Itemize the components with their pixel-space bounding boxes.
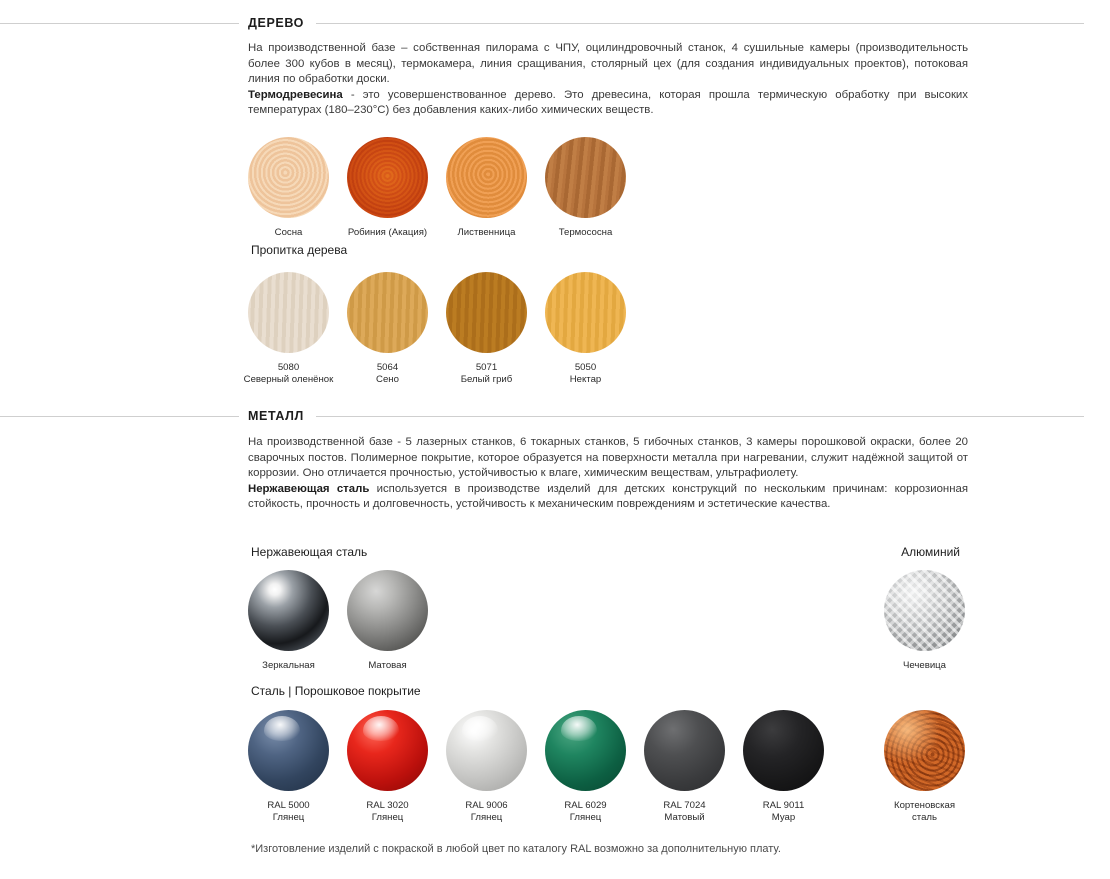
wood-paragraph-2 <box>248 88 968 119</box>
swatch-finish-ral-5000: Глянец <box>272 812 305 823</box>
header-rule-left <box>0 23 239 24</box>
swatch-label-5080 <box>239 362 338 386</box>
swatch-robinia[interactable] <box>338 137 437 239</box>
metal-paragraph-1: На производственной базе - 5 лазерных станков, 6 токарных станков, 5 гибочных станков, 3 камеры порошковой окраски, более 20 сварочных постов. Полимерное покрытие, которое образуется на поверхности металла при нагревании, служит надёжной защитой от коррозии. Оно отличается прочностью, устойчивостью к влаге, химическим веществам, ультрафиолету. <box>248 436 968 479</box>
swatch-label-aluminium-lentil: Чечевица <box>902 660 947 671</box>
wood-paragraph-1: На производственной базе – собственная пилорама с ЧПУ, оцилиндровочный станок, 4 сушильные камеры (производительность более 300 кубов в месяц), термокамера, линия сращивания, столярный цех (для создания индивидуальных проектов), потоковая линия по обработки доски. <box>248 42 968 85</box>
swatch-termososna[interactable] <box>536 137 635 239</box>
corten-row <box>875 710 974 824</box>
swatch-disc-sosna <box>248 137 329 218</box>
powder-coating-title: Сталь | Порошковое покрытие <box>251 684 421 698</box>
metal-description <box>248 435 968 513</box>
swatch-ral-9006[interactable] <box>437 710 536 824</box>
swatch-code-5050: 5050 <box>574 362 597 373</box>
swatch-finish-ral-7024: Матовый <box>664 812 705 823</box>
swatch-label-ral-5000 <box>239 800 338 824</box>
swatch-disc-ral-3020 <box>347 710 428 791</box>
swatch-disc-5064 <box>347 272 428 353</box>
wood-section-header <box>0 16 1110 30</box>
swatch-label-5071 <box>437 362 536 386</box>
swatch-disc-aluminium-lentil <box>884 570 965 651</box>
swatch-ral-7024[interactable] <box>635 710 734 824</box>
swatch-disc-robinia <box>347 137 428 218</box>
swatch-name-5050: Нектар <box>569 374 602 385</box>
swatch-aluminium-lentil[interactable] <box>875 570 974 672</box>
footnote: *Изготовление изделий с покраской в любой цвет по каталогу RAL возможно за дополнительную плату. <box>251 843 781 855</box>
swatch-label-robinia: Робиния (Акация) <box>347 227 428 238</box>
stainless-title: Нержавеющая сталь <box>251 545 368 559</box>
swatch-finish-ral-3020: Глянец <box>371 812 404 823</box>
swatch-disc-5080 <box>248 272 329 353</box>
swatch-disc-ral-7024 <box>644 710 725 791</box>
swatch-finish-ral-6029: Глянец <box>569 812 602 823</box>
swatch-listvennica[interactable] <box>437 137 536 239</box>
swatch-name-5071: Белый гриб <box>460 374 513 385</box>
swatch-5071[interactable] <box>437 272 536 386</box>
swatch-disc-mirror-steel <box>248 570 329 651</box>
swatch-disc-5050 <box>545 272 626 353</box>
swatch-ral-9011[interactable] <box>734 710 833 824</box>
swatch-5080[interactable] <box>239 272 338 386</box>
wood-paragraph-2-rest: - это усовершенствованное дерево. Это древесина, которая прошла термическую обработку при высоких температурах (180–230°С) без добавления каких-либо химических веществ. <box>248 88 968 116</box>
swatch-name-5080: Северный оленёнок <box>243 374 334 385</box>
swatch-finish-ral-9006: Глянец <box>470 812 503 823</box>
swatch-corten-steel[interactable] <box>875 710 974 824</box>
swatch-code-5071: 5071 <box>475 362 498 373</box>
metal-header-rule-left <box>0 416 239 417</box>
header-rule-right <box>316 23 1084 24</box>
swatch-code-5080: 5080 <box>277 362 300 373</box>
swatch-label-termososna: Термососна <box>558 227 613 238</box>
swatch-code-corten-steel: Кортеновская <box>893 800 956 811</box>
swatch-code-ral-7024: RAL 7024 <box>663 800 706 811</box>
swatch-5050[interactable] <box>536 272 635 386</box>
swatch-disc-listvennica <box>446 137 527 218</box>
swatch-label-listvennica: Лиственница <box>457 227 516 238</box>
metal-section-title: МЕТАЛЛ <box>248 409 304 423</box>
swatch-label-ral-9006 <box>437 800 536 824</box>
swatch-disc-ral-9006 <box>446 710 527 791</box>
swatch-code-ral-9011: RAL 9011 <box>762 800 805 811</box>
swatch-disc-matte-steel <box>347 570 428 651</box>
swatch-ral-5000[interactable] <box>239 710 338 824</box>
swatch-disc-ral-9011 <box>743 710 824 791</box>
wood-species-row <box>239 137 635 239</box>
swatch-label-matte-steel: Матовая <box>368 660 407 671</box>
wood-description <box>248 41 968 119</box>
swatch-label-ral-6029 <box>536 800 635 824</box>
wood-paragraph-2-lead: Термодревесина <box>248 88 343 101</box>
swatch-disc-ral-6029 <box>545 710 626 791</box>
swatch-ral-3020[interactable] <box>338 710 437 824</box>
swatch-mirror-steel[interactable] <box>239 570 338 672</box>
impregnation-title: Пропитка дерева <box>251 243 348 257</box>
swatch-ral-6029[interactable] <box>536 710 635 824</box>
swatch-disc-5071 <box>446 272 527 353</box>
metal-paragraph-2 <box>248 482 968 513</box>
aluminium-title: Алюминий <box>901 545 960 559</box>
swatch-code-ral-3020: RAL 3020 <box>366 800 409 811</box>
powder-coating-row <box>239 710 833 824</box>
swatch-label-ral-9011 <box>734 800 833 824</box>
swatch-name-5064: Сено <box>376 374 399 385</box>
swatch-label-5064 <box>338 362 437 386</box>
wood-section-title: ДЕРЕВО <box>248 16 304 30</box>
swatch-label-ral-3020 <box>338 800 437 824</box>
swatch-disc-corten-steel <box>884 710 965 791</box>
swatch-label-sosna: Сосна <box>274 227 303 238</box>
swatch-code-5064: 5064 <box>376 362 399 373</box>
swatch-code-ral-9006: RAL 9006 <box>465 800 508 811</box>
swatch-disc-termososna <box>545 137 626 218</box>
swatch-matte-steel[interactable] <box>338 570 437 672</box>
metal-paragraph-2-lead: Нержавеющая сталь <box>248 482 370 495</box>
swatch-code-ral-5000: RAL 5000 <box>267 800 310 811</box>
swatch-finish-corten-steel: сталь <box>911 812 937 823</box>
swatch-disc-ral-5000 <box>248 710 329 791</box>
metal-paragraph-2-rest: используется в производстве изделий для детских конструкций по нескольким причинам: коррозионная стойкость, прочность и долговечность, устойчивость к механическим повреждениям и эстетические качества. <box>248 482 968 510</box>
swatch-label-ral-7024 <box>635 800 734 824</box>
aluminium-row <box>875 570 974 672</box>
impregnation-row <box>239 272 635 386</box>
swatch-label-5050 <box>536 362 635 386</box>
swatch-5064[interactable] <box>338 272 437 386</box>
swatch-finish-ral-9011: Муар <box>771 812 796 823</box>
swatch-label-corten-steel <box>875 800 974 824</box>
stainless-row <box>239 570 437 672</box>
swatch-label-mirror-steel: Зеркальная <box>262 660 315 671</box>
swatch-sosna[interactable] <box>239 137 338 239</box>
metal-section-header <box>0 409 1110 423</box>
swatch-code-ral-6029: RAL 6029 <box>564 800 607 811</box>
metal-header-rule-right <box>316 416 1084 417</box>
